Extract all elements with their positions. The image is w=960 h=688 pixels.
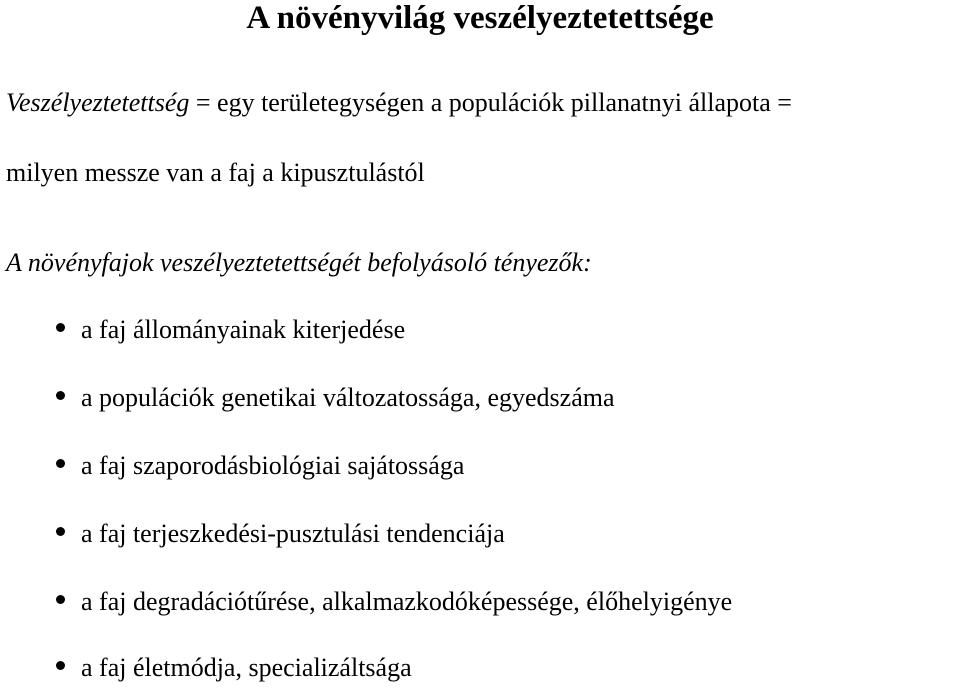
list-item-text: a faj életmódja, specializáltsága (81, 653, 412, 682)
list-item-text: a faj szaporodásbiológiai sajátossága (81, 451, 465, 480)
page-title: A növényvilág veszélyeztetettsége (246, 0, 714, 36)
bullet-icon (56, 459, 65, 468)
list-item-text: a populációk genetikai változatossága, egyedszáma (81, 383, 615, 412)
definition-text: = egy területegységen a populációk pillanatnyi állapota = (189, 88, 792, 117)
bullet-icon (56, 527, 65, 536)
list-item-text: a faj terjeszkedési-pusztulási tendenciája (81, 519, 505, 548)
bullet-icon (56, 595, 65, 604)
list-item-text: a faj degradációtűrése, alkalmazkodóképessége, élőhelyigénye (81, 587, 733, 616)
factors-heading: A növényfajok veszélyeztetettségét befolyásoló tényezők: (6, 248, 592, 277)
bullet-icon (56, 661, 65, 670)
definition-term: Veszélyeztetettség (6, 88, 190, 117)
definition-line-2: milyen messze van a faj a kipusztulástól (6, 158, 425, 187)
list-item-text: a faj állományainak kiterjedése (81, 315, 406, 344)
bullet-icon (56, 323, 65, 332)
bullet-icon (56, 391, 65, 400)
definition-line-1 (6, 88, 792, 118)
